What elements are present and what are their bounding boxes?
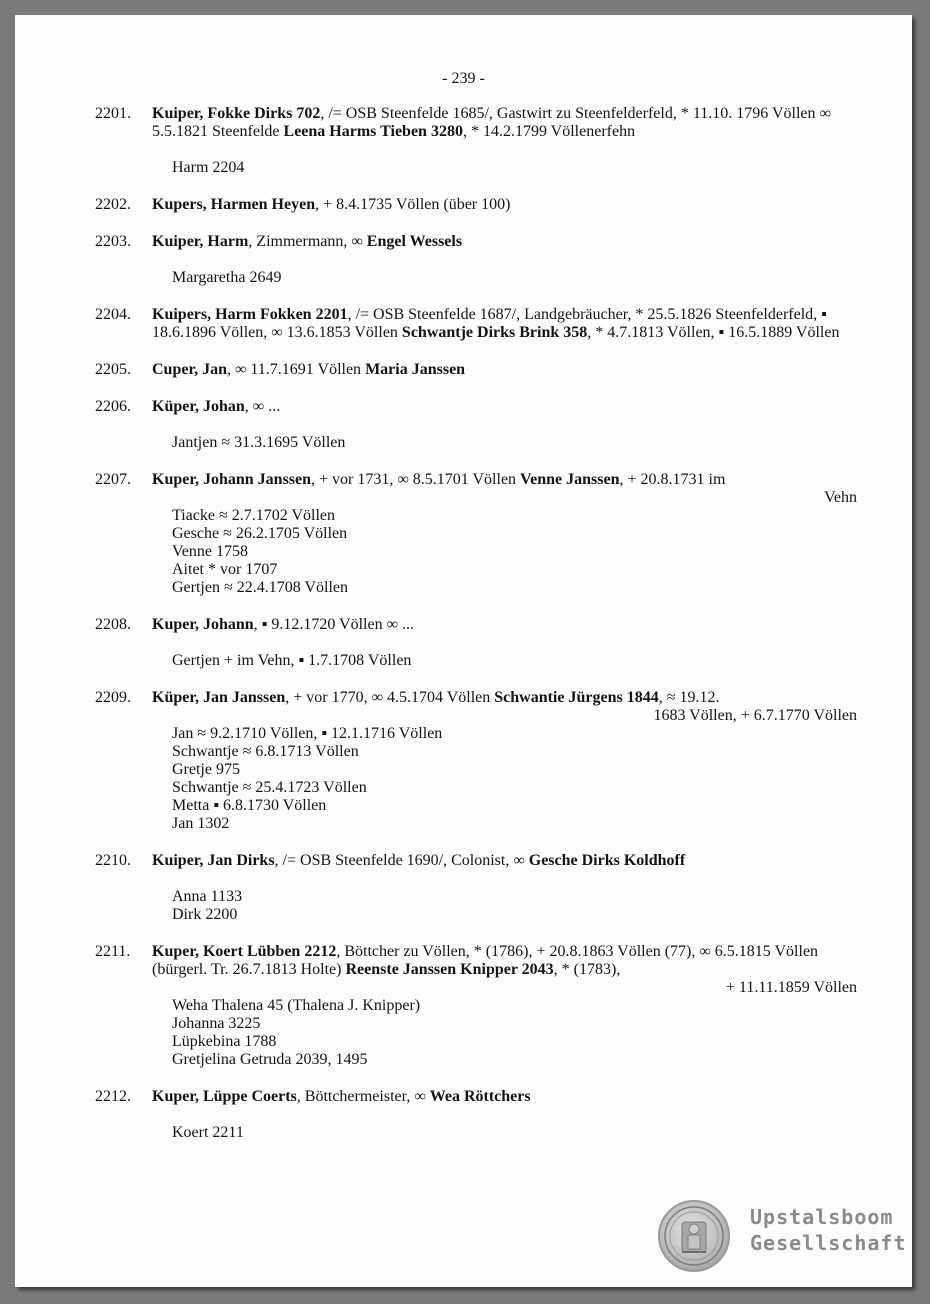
children-list	[172, 652, 875, 670]
entry-2211	[95, 943, 875, 1069]
entry-details-2: , * 4.7.1813 Völlen, ▪ 16.5.1889 Völlen	[587, 324, 840, 341]
entry-text	[152, 105, 875, 141]
children-list	[172, 159, 875, 177]
publisher-logo	[658, 1200, 907, 1280]
entry-details: , Zimmermann, ∞	[248, 233, 367, 250]
children-list	[172, 888, 875, 924]
children-list	[172, 269, 875, 287]
child: Schwantje ≈ 25.4.1723 Völlen	[172, 779, 367, 796]
entry-text	[152, 306, 875, 342]
person-name: Kuper, Johann	[152, 616, 254, 633]
entry-2210	[95, 852, 875, 924]
entry-number: 2205.	[95, 361, 131, 378]
entry-details: , ∞ ...	[244, 398, 281, 415]
spouse-name: Gesche Dirks Koldhoff	[528, 852, 686, 869]
person-name: Kuiper, Jan Dirks	[152, 852, 275, 869]
person-name: Kuper, Lüppe Coerts	[152, 1088, 297, 1105]
child: Johanna 3225	[172, 1015, 261, 1032]
child: Jan 1302	[172, 815, 230, 832]
children-list	[172, 434, 875, 452]
person-name: Kuiper, Fokke Dirks 702	[152, 105, 321, 122]
document-page	[15, 15, 912, 1287]
person-name: Kuiper, Harm	[152, 233, 249, 250]
child: Gertjen ≈ 22.4.1708 Völlen	[172, 579, 349, 596]
entry-details: , Böttcher zu Völlen, * (1786), + 20.8.1863 Völlen (77), ∞ 6.5.1815 Völlen (bürgerl. Tr. 26.7.1813 Holte)	[152, 943, 819, 978]
entry-text	[152, 471, 875, 489]
child: Aitet * vor 1707	[172, 561, 278, 578]
entry-continuation: + 11.11.1859 Völlen	[725, 979, 857, 996]
children-list	[172, 997, 875, 1069]
entry-2209	[95, 689, 875, 833]
entry-number: 2203.	[95, 233, 131, 250]
entry-2206	[95, 398, 875, 452]
child: Jantjen ≈ 31.3.1695 Völlen	[172, 434, 346, 451]
child: Venne 1758	[172, 543, 248, 560]
entry-continuation: 1683 Völlen, + 6.7.1770 Völlen	[653, 707, 857, 724]
publisher-name-line1: Upstalsboom	[750, 1205, 894, 1229]
entry-details: , /= OSB Steenfelde 1685/, Gastwirt zu Steenfelderfeld, * 11.10. 1796 Völlen ∞ 5.5.1821 Steenfelde	[152, 105, 831, 140]
publisher-name	[750, 1204, 907, 1256]
entry-number: 2207.	[95, 471, 131, 488]
child: Anna 1133	[172, 888, 243, 905]
entry-continuation: Vehn	[824, 489, 857, 506]
entry-text	[152, 616, 875, 634]
spouse-name: Reenste Janssen Knipper 2043	[345, 961, 554, 978]
person-name: Kupers, Harmen Heyen	[152, 196, 316, 213]
children-list	[172, 725, 875, 833]
children-list	[172, 507, 875, 597]
entry-text	[152, 196, 875, 214]
entry-number: 2206.	[95, 398, 131, 415]
entry-text	[152, 233, 875, 251]
spouse-name: Venne Janssen	[520, 471, 620, 488]
entry-text	[152, 361, 875, 379]
entry-2203	[95, 233, 875, 287]
spouse-name: Schwantie Jürgens 1844	[494, 689, 659, 706]
child: Tiacke ≈ 2.7.1702 Völlen	[172, 507, 335, 524]
child: Dirk 2200	[172, 906, 238, 923]
child: Metta ▪ 6.8.1730 Völlen	[172, 797, 327, 814]
seal-icon	[658, 1200, 730, 1272]
entry-details: , ∞ 11.7.1691 Völlen	[226, 361, 366, 378]
entry-details-2: , ≈ 19.12.	[658, 689, 720, 706]
entry-2212	[95, 1088, 875, 1142]
entry-text	[152, 943, 875, 979]
child: Gesche ≈ 26.2.1705 Völlen	[172, 525, 348, 542]
entry-details: , /= OSB Steenfelde 1687/, Landgebräucher, * 25.5.1826 Steenfelderfeld, ▪ 18.6.1896 Völlen, ∞ 13.6.1853 Völlen	[152, 306, 827, 341]
entry-number: 2208.	[95, 616, 131, 633]
spouse-name: Schwantje Dirks Brink 358	[401, 324, 588, 341]
entry-list	[95, 105, 875, 1161]
entry-number: 2202.	[95, 196, 131, 213]
entry-text	[152, 689, 875, 707]
child: Jan ≈ 9.2.1710 Völlen, ▪ 12.1.1716 Völlen	[172, 725, 443, 742]
entry-2201	[95, 105, 875, 177]
entry-details-2: , * (1783),	[553, 961, 621, 978]
child: Lüpkebina 1788	[172, 1033, 277, 1050]
page-number: - 239 -	[442, 70, 485, 87]
entry-2202	[95, 196, 875, 214]
child: Schwantje ≈ 6.8.1713 Völlen	[172, 743, 359, 760]
person-name: Küper, Jan Janssen	[152, 689, 286, 706]
person-name: Küper, Johan	[152, 398, 245, 415]
entry-details: , /= OSB Steenfelde 1690/, Colonist, ∞	[274, 852, 529, 869]
spouse-name: Engel Wessels	[366, 233, 463, 250]
entry-2205	[95, 361, 875, 379]
child: Gretjelina Getruda 2039, 1495	[172, 1051, 368, 1068]
entry-2208	[95, 616, 875, 670]
entry-text	[152, 398, 875, 416]
child: Weha Thalena 45 (Thalena J. Knipper)	[172, 997, 421, 1014]
child: Gretje 975	[172, 761, 240, 778]
spouse-name: Leena Harms Tieben 3280	[283, 123, 463, 140]
entry-details: , Böttchermeister, ∞	[296, 1088, 430, 1105]
entry-2204	[95, 306, 875, 342]
person-name: Kuipers, Harm Fokken 2201	[152, 306, 348, 323]
entry-details: , + vor 1770, ∞ 4.5.1704 Völlen	[285, 689, 495, 706]
child: Koert 2211	[172, 1124, 244, 1141]
entry-2207	[95, 471, 875, 597]
publisher-name-line2: Gesellschaft	[750, 1231, 907, 1255]
entry-number: 2211.	[95, 943, 131, 960]
child: Harm 2204	[172, 159, 245, 176]
entry-number: 2204.	[95, 306, 131, 323]
entry-details: , + 8.4.1735 Völlen (über 100)	[315, 196, 511, 213]
entry-number: 2209.	[95, 689, 131, 706]
entry-number: 2212.	[95, 1088, 131, 1105]
entry-number: 2210.	[95, 852, 131, 869]
person-name: Kuper, Johann Janssen	[152, 471, 312, 488]
entry-text	[152, 852, 875, 870]
person-name: Kuper, Koert Lübben 2212	[152, 943, 337, 960]
spouse-name: Wea Röttchers	[429, 1088, 531, 1105]
child: Gertjen + im Vehn, ▪ 1.7.1708 Völlen	[172, 652, 412, 669]
entry-details-2: , + 20.8.1731 im	[619, 471, 726, 488]
entry-details: , + vor 1731, ∞ 8.5.1701 Völlen	[311, 471, 521, 488]
person-name: Cuper, Jan	[152, 361, 227, 378]
entry-number: 2201.	[95, 105, 131, 122]
entry-details-2: , * 14.2.1799 Völlenerfehn	[462, 123, 636, 140]
spouse-name: Maria Janssen	[365, 361, 466, 378]
entry-details: , ▪ 9.12.1720 Völlen ∞ ...	[253, 616, 415, 633]
child: Margaretha 2649	[172, 269, 282, 286]
entry-text	[152, 1088, 875, 1106]
children-list	[172, 1124, 875, 1142]
